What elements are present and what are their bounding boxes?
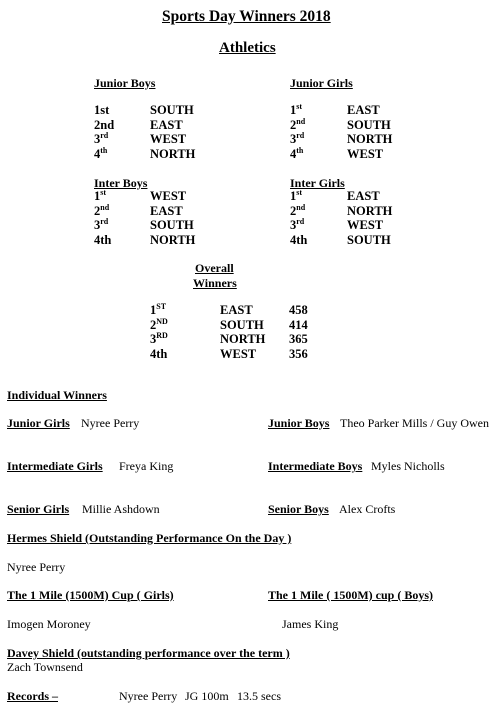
placing-position: 4th (290, 145, 304, 161)
placing-position: 1st (94, 187, 107, 203)
records-time: 13.5 secs (237, 689, 281, 703)
placing-team: EAST (150, 117, 183, 132)
intermediate-girls-label: Intermediate Girls (7, 459, 103, 473)
placing-team: EAST (347, 189, 380, 203)
placing-team: EAST (347, 103, 380, 117)
junior-boys-label: Junior Boys (268, 416, 330, 430)
records-label: Records – (7, 689, 58, 703)
placing-team: WEST (347, 146, 384, 161)
placing-team: NORTH (220, 332, 266, 346)
placing-position: 1st (290, 101, 303, 117)
placing-position: 2nd (290, 202, 306, 218)
placing-team: SOUTH (150, 218, 194, 232)
placing-team: WEST (347, 218, 384, 232)
placing-position: 3rd (290, 216, 305, 232)
placing-position: 3RD (150, 330, 168, 346)
placing-position: 3rd (290, 130, 305, 146)
junior-girls-heading: Junior Girls (290, 76, 353, 90)
senior-boys-winner: Alex Crofts (339, 502, 396, 516)
hermes-shield-winner: Nyree Perry (7, 560, 66, 574)
mile-girls-heading: The 1 Mile (1500M) Cup ( Girls) (7, 588, 174, 602)
placing-position: 3rd (94, 130, 109, 146)
davey-shield-winner: Zach Townsend (7, 660, 83, 674)
mile-girls-winner: Imogen Moroney (7, 617, 91, 631)
placing-position: 2nd (290, 116, 306, 132)
junior-boys-heading: Junior Boys (94, 76, 156, 90)
placing-team: WEST (220, 346, 257, 361)
junior-girls-winner: Nyree Perry (81, 416, 140, 430)
placing-position: 1st (290, 187, 303, 203)
placing-position: 2ND (150, 316, 168, 332)
hermes-shield-heading: Hermes Shield (Outstanding Performance On the Day ) (7, 531, 292, 545)
placing-position: 4th (290, 232, 308, 247)
davey-shield-heading: Davey Shield (outstanding performance over the term ) (7, 646, 290, 660)
placing-team: EAST (150, 203, 183, 218)
placing-team: SOUTH (220, 317, 264, 332)
individual-heading: Individual Winners (7, 388, 107, 402)
inter-boys-heading: Inter Boys (94, 176, 148, 190)
placing-position: 1st (94, 103, 110, 117)
placing-position: 2nd (94, 117, 115, 132)
records-event: JG 100m (185, 689, 229, 703)
placing-score: 458 (289, 303, 308, 317)
placing-score: 356 (289, 346, 308, 361)
junior-boys-winner: Theo Parker Mills / Guy Owen (340, 416, 489, 430)
mile-boys-heading: The 1 Mile ( 1500M) cup ( Boys) (268, 588, 433, 602)
senior-girls-winner: Millie Ashdown (82, 502, 160, 516)
junior-girls-label: Junior Girls (7, 416, 70, 430)
placing-position: 4th (150, 346, 168, 361)
records-holder: Nyree Perry (119, 689, 178, 703)
placing-team: SOUTH (150, 103, 194, 117)
inter-girls-heading: Inter Girls (290, 176, 345, 190)
placing-position: 4th (94, 145, 108, 161)
placing-score: 365 (289, 332, 308, 346)
intermediate-boys-label: Intermediate Boys (268, 459, 363, 473)
placing-team: NORTH (347, 132, 393, 146)
intermediate-girls-winner: Freya King (119, 459, 174, 473)
senior-girls-label: Senior Girls (7, 502, 70, 516)
senior-boys-label: Senior Boys (268, 502, 329, 516)
placing-team: NORTH (347, 203, 393, 218)
placing-team: WEST (150, 132, 187, 146)
page-title: Sports Day Winners 2018 (162, 8, 331, 25)
placing-position: 4th (94, 232, 112, 247)
placing-position: 3rd (94, 216, 109, 232)
overall-heading-line2: Winners (193, 276, 237, 290)
mile-boys-winner: James King (282, 617, 339, 631)
placing-position: 2nd (94, 202, 110, 218)
placing-team: WEST (150, 189, 187, 203)
page-subtitle: Athletics (219, 40, 276, 56)
placing-position: 1ST (150, 301, 167, 317)
intermediate-boys-winner: Myles Nicholls (371, 459, 445, 473)
placing-team: NORTH (150, 232, 196, 247)
placing-team: SOUTH (347, 232, 391, 247)
placing-team: NORTH (150, 146, 196, 161)
placing-team: SOUTH (347, 117, 391, 132)
placing-team: EAST (220, 303, 253, 317)
placing-score: 414 (289, 317, 308, 332)
overall-heading-line1: Overall (195, 261, 234, 275)
